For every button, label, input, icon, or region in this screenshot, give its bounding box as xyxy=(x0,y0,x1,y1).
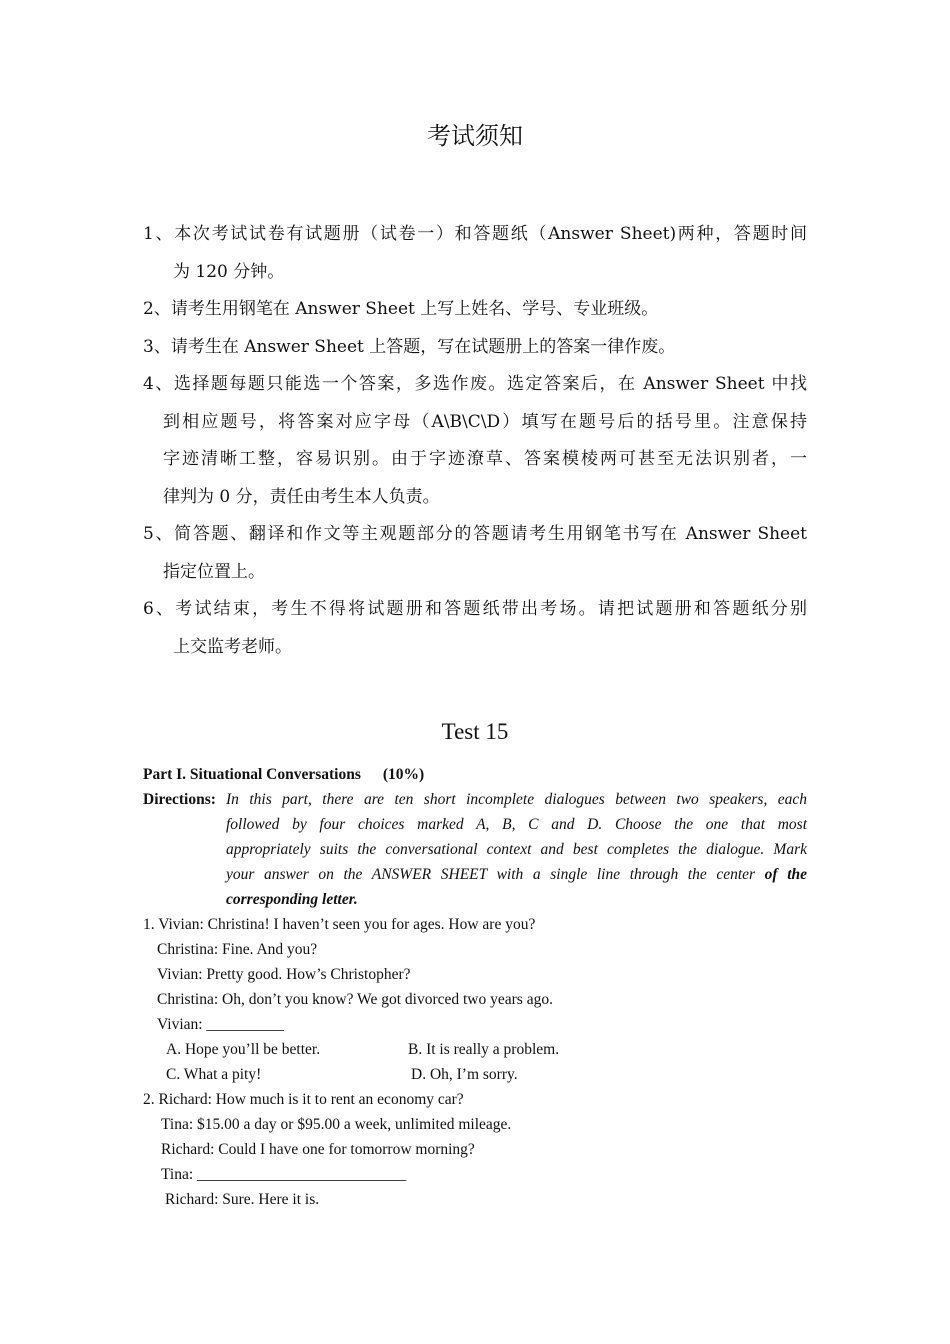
directions-line: appropriately suits the conversational context and best completes the dialogue. Mark xyxy=(226,841,807,858)
part-percent: (10%) xyxy=(382,766,425,783)
directions-line: In this part, there are ten short incomplete dialogues between two speakers, each xyxy=(226,791,807,808)
question-line: Richard: Could I have one for tomorrow morning? xyxy=(161,1141,475,1158)
options-row xyxy=(143,1062,807,1087)
rule-4 xyxy=(143,366,807,516)
rule-line: 到相应题号，将答案对应字母（A\B\C\D）填写在题号后的括号里。注意保持 xyxy=(163,411,807,432)
part-title-text: Part I. Situational Conversations xyxy=(143,766,361,783)
options-row xyxy=(143,1037,807,1062)
rule-line: 2、请考生用钢笔在 Answer Sheet 上写上姓名、学号、专业班级。 xyxy=(143,299,659,319)
option-a: A. Hope you’ll be better. xyxy=(166,1041,321,1058)
directions-bold-end: corresponding letter xyxy=(226,891,354,908)
directions-line: followed by four choices marked A, B, C and D. Choose the one that most xyxy=(226,816,807,833)
rule-5 xyxy=(143,516,807,591)
part-title xyxy=(143,762,807,787)
question-line: 1. Vivian: Christina! I haven’t seen you for ages. How are you? xyxy=(143,916,536,933)
directions-line xyxy=(226,862,807,887)
rule-line: 5、简答题、翻译和作文等主观题部分的答题请考生用钢笔书写在 Answer Sheet xyxy=(143,524,807,544)
option-c: C. What a pity! xyxy=(166,1066,262,1083)
question-line: Christina: Oh, don’t you know? We got divorced two years ago. xyxy=(157,991,553,1008)
exam-section xyxy=(143,762,807,1212)
directions-end-period: . xyxy=(353,891,358,908)
rule-line: 上交监考老师。 xyxy=(173,636,292,657)
question-line: 2. Richard: How much is it to rent an economy car? xyxy=(143,1091,464,1108)
rule-line: 6、考试结束，考生不得将试题册和答题纸带出考场。请把试题册和答题纸分别 xyxy=(143,599,807,619)
question-line: Vivian: Pretty good. How’s Christopher? xyxy=(157,966,411,983)
directions-line-text: your answer on the ANSWER SHEET with a single line through the center xyxy=(226,866,756,883)
question-line: Tina: ___________________________ xyxy=(161,1166,407,1183)
question-1 xyxy=(143,912,807,1087)
rule-2 xyxy=(143,291,807,329)
rule-line: 字迹清晰工整，容易识别。由于字迹潦草、答案模棱两可甚至无法识别者，一 xyxy=(163,449,807,469)
rule-line: 4、选择题每题只能选一个答案，多选作废。选定答案后，在 Answer Sheet 中找 xyxy=(143,374,807,394)
rule-1 xyxy=(143,216,807,291)
rule-line: 1、本次考试试卷有试题册（试卷一）和答题纸（Answer Sheet)两种，答题时间 xyxy=(143,224,807,244)
rule-line: 为 120 分钟。 xyxy=(173,261,285,282)
notice-title: 考试须知 xyxy=(427,122,523,150)
question-line: Tina: $15.00 a day or $95.00 a week, unlimited mileage. xyxy=(161,1116,512,1133)
question-line: Richard: Sure. Here it is. xyxy=(165,1191,320,1208)
directions-text xyxy=(226,787,807,912)
rule-line: 3、请考生在 Answer Sheet 上答题，写在试题册上的答案一律作废。 xyxy=(143,336,676,357)
test-title: Test 15 xyxy=(441,719,509,744)
rule-3 xyxy=(143,329,807,367)
rule-6 xyxy=(143,591,807,666)
question-line: Vivian: __________ xyxy=(157,1016,284,1033)
question-line: Christina: Fine. And you? xyxy=(157,941,318,958)
directions-label: Directions: xyxy=(143,791,216,808)
option-d: D. Oh, I’m sorry. xyxy=(411,1066,518,1083)
rule-line: 律判为 0 分，责任由考生本人负责。 xyxy=(163,486,440,507)
directions-bold-text: of the xyxy=(755,866,807,883)
option-b: B. It is really a problem. xyxy=(408,1041,560,1058)
question-2 xyxy=(143,1087,807,1212)
directions-line xyxy=(226,887,807,912)
notice-rules-list xyxy=(143,216,807,666)
directions xyxy=(143,787,807,912)
rule-line: 指定位置上。 xyxy=(163,561,265,582)
